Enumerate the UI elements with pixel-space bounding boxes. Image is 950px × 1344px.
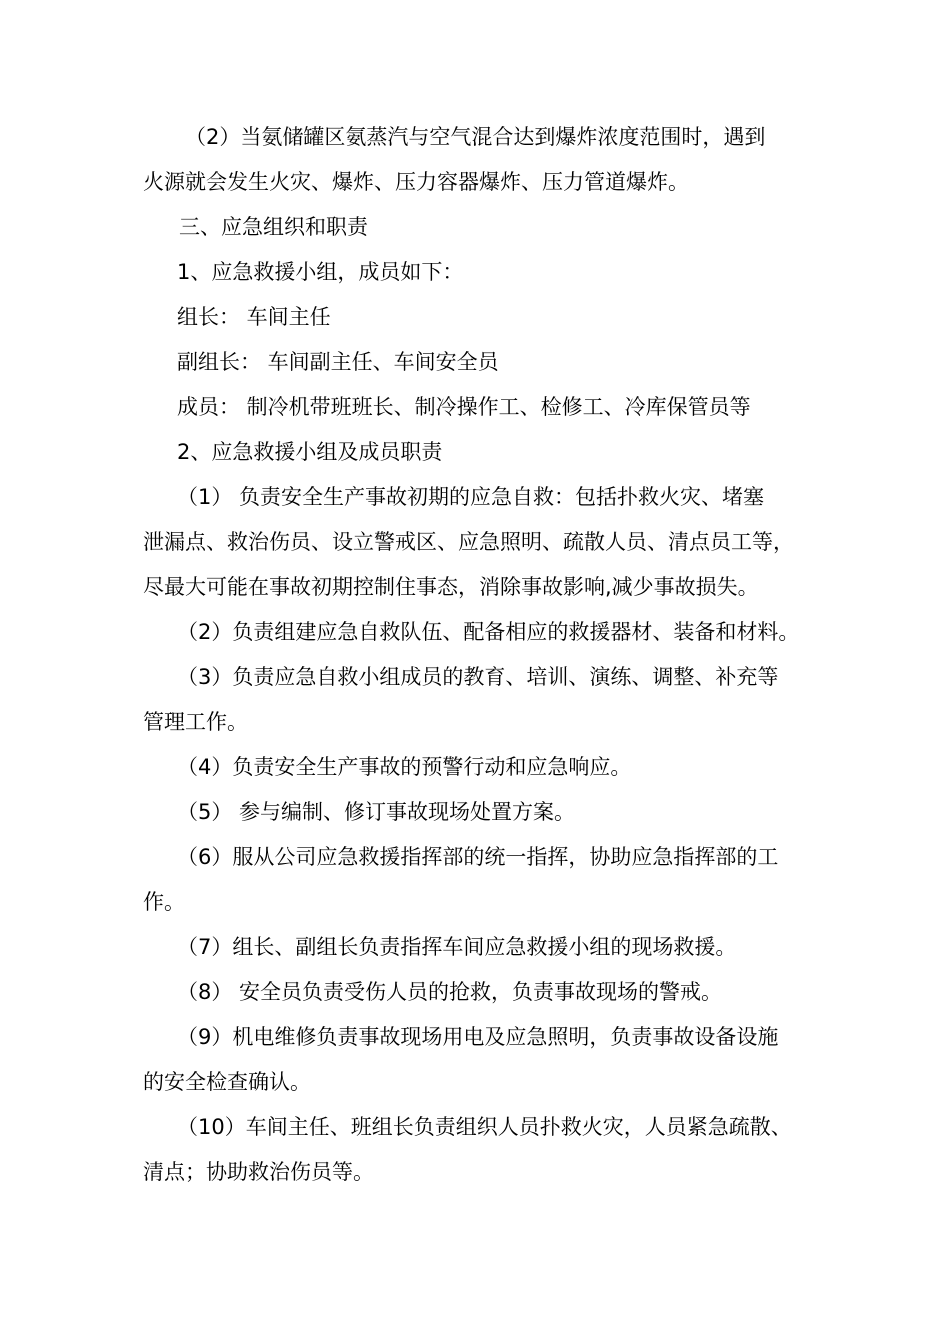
paragraph-line: 副组长： 车间副主任、车间安全员: [177, 350, 499, 374]
paragraph-line: （2）当氨储罐区氨蒸汽与空气混合达到爆炸浓度范围时，遇到: [185, 125, 766, 149]
paragraph-line: 管理工作。: [143, 710, 248, 734]
paragraph-line: 清点；协助救治伤员等。: [143, 1160, 374, 1184]
section-heading: 三、应急组织和职责: [179, 215, 368, 239]
document-body: [143, 115, 815, 1195]
paragraph-line: 作。: [143, 890, 185, 914]
paragraph-line: 火源就会发生火灾、爆炸、压力容器爆炸、压力管道爆炸。: [143, 170, 689, 194]
paragraph-line: 1、应急救援小组，成员如下：: [177, 260, 464, 284]
paragraph-line: （9）机电维修负责事故现场用电及应急照明，负责事故设备设施: [177, 1025, 779, 1049]
paragraph-line: （6）服从公司应急救援指挥部的统一指挥，协助应急指挥部的工: [177, 845, 779, 869]
paragraph-line: 组长： 车间主任: [177, 305, 331, 329]
paragraph-line: 的安全检查确认。: [143, 1070, 311, 1094]
paragraph-line: 泄漏点、救治伤员、设立警戒区、应急照明、疏散人员、清点员工等，: [143, 530, 794, 554]
paragraph-line: 2、应急救援小组及成员职责: [177, 440, 443, 464]
paragraph-line: （2）负责组建应急自救队伍、配备相应的救援器材、装备和材料。: [177, 620, 800, 644]
paragraph-line: （5） 参与编制、修订事故现场处置方案。: [177, 800, 576, 824]
paragraph-line: 尽最大可能在事故初期控制住事态，消除事故影响,减少事故损失。: [143, 575, 759, 599]
paragraph-line: （4）负责安全生产事故的预警行动和应急响应。: [177, 755, 632, 779]
paragraph-line: （8） 安全员负责受伤人员的抢救，负责事故现场的警戒。: [177, 980, 723, 1004]
paragraph-line: （1） 负责安全生产事故初期的应急自救：包括扑救火灾、堵塞: [177, 485, 765, 509]
paragraph-line: （10）车间主任、班组长负责组织人员扑救火灾，人员紧急疏散、: [177, 1115, 792, 1139]
paragraph-line: （3）负责应急自救小组成员的教育、培训、演练、调整、补充等: [177, 665, 779, 689]
paragraph-line: 成员： 制冷机带班班长、制冷操作工、检修工、冷库保管员等: [177, 395, 751, 419]
paragraph-line: （7）组长、副组长负责指挥车间应急救援小组的现场救援。: [177, 935, 737, 959]
